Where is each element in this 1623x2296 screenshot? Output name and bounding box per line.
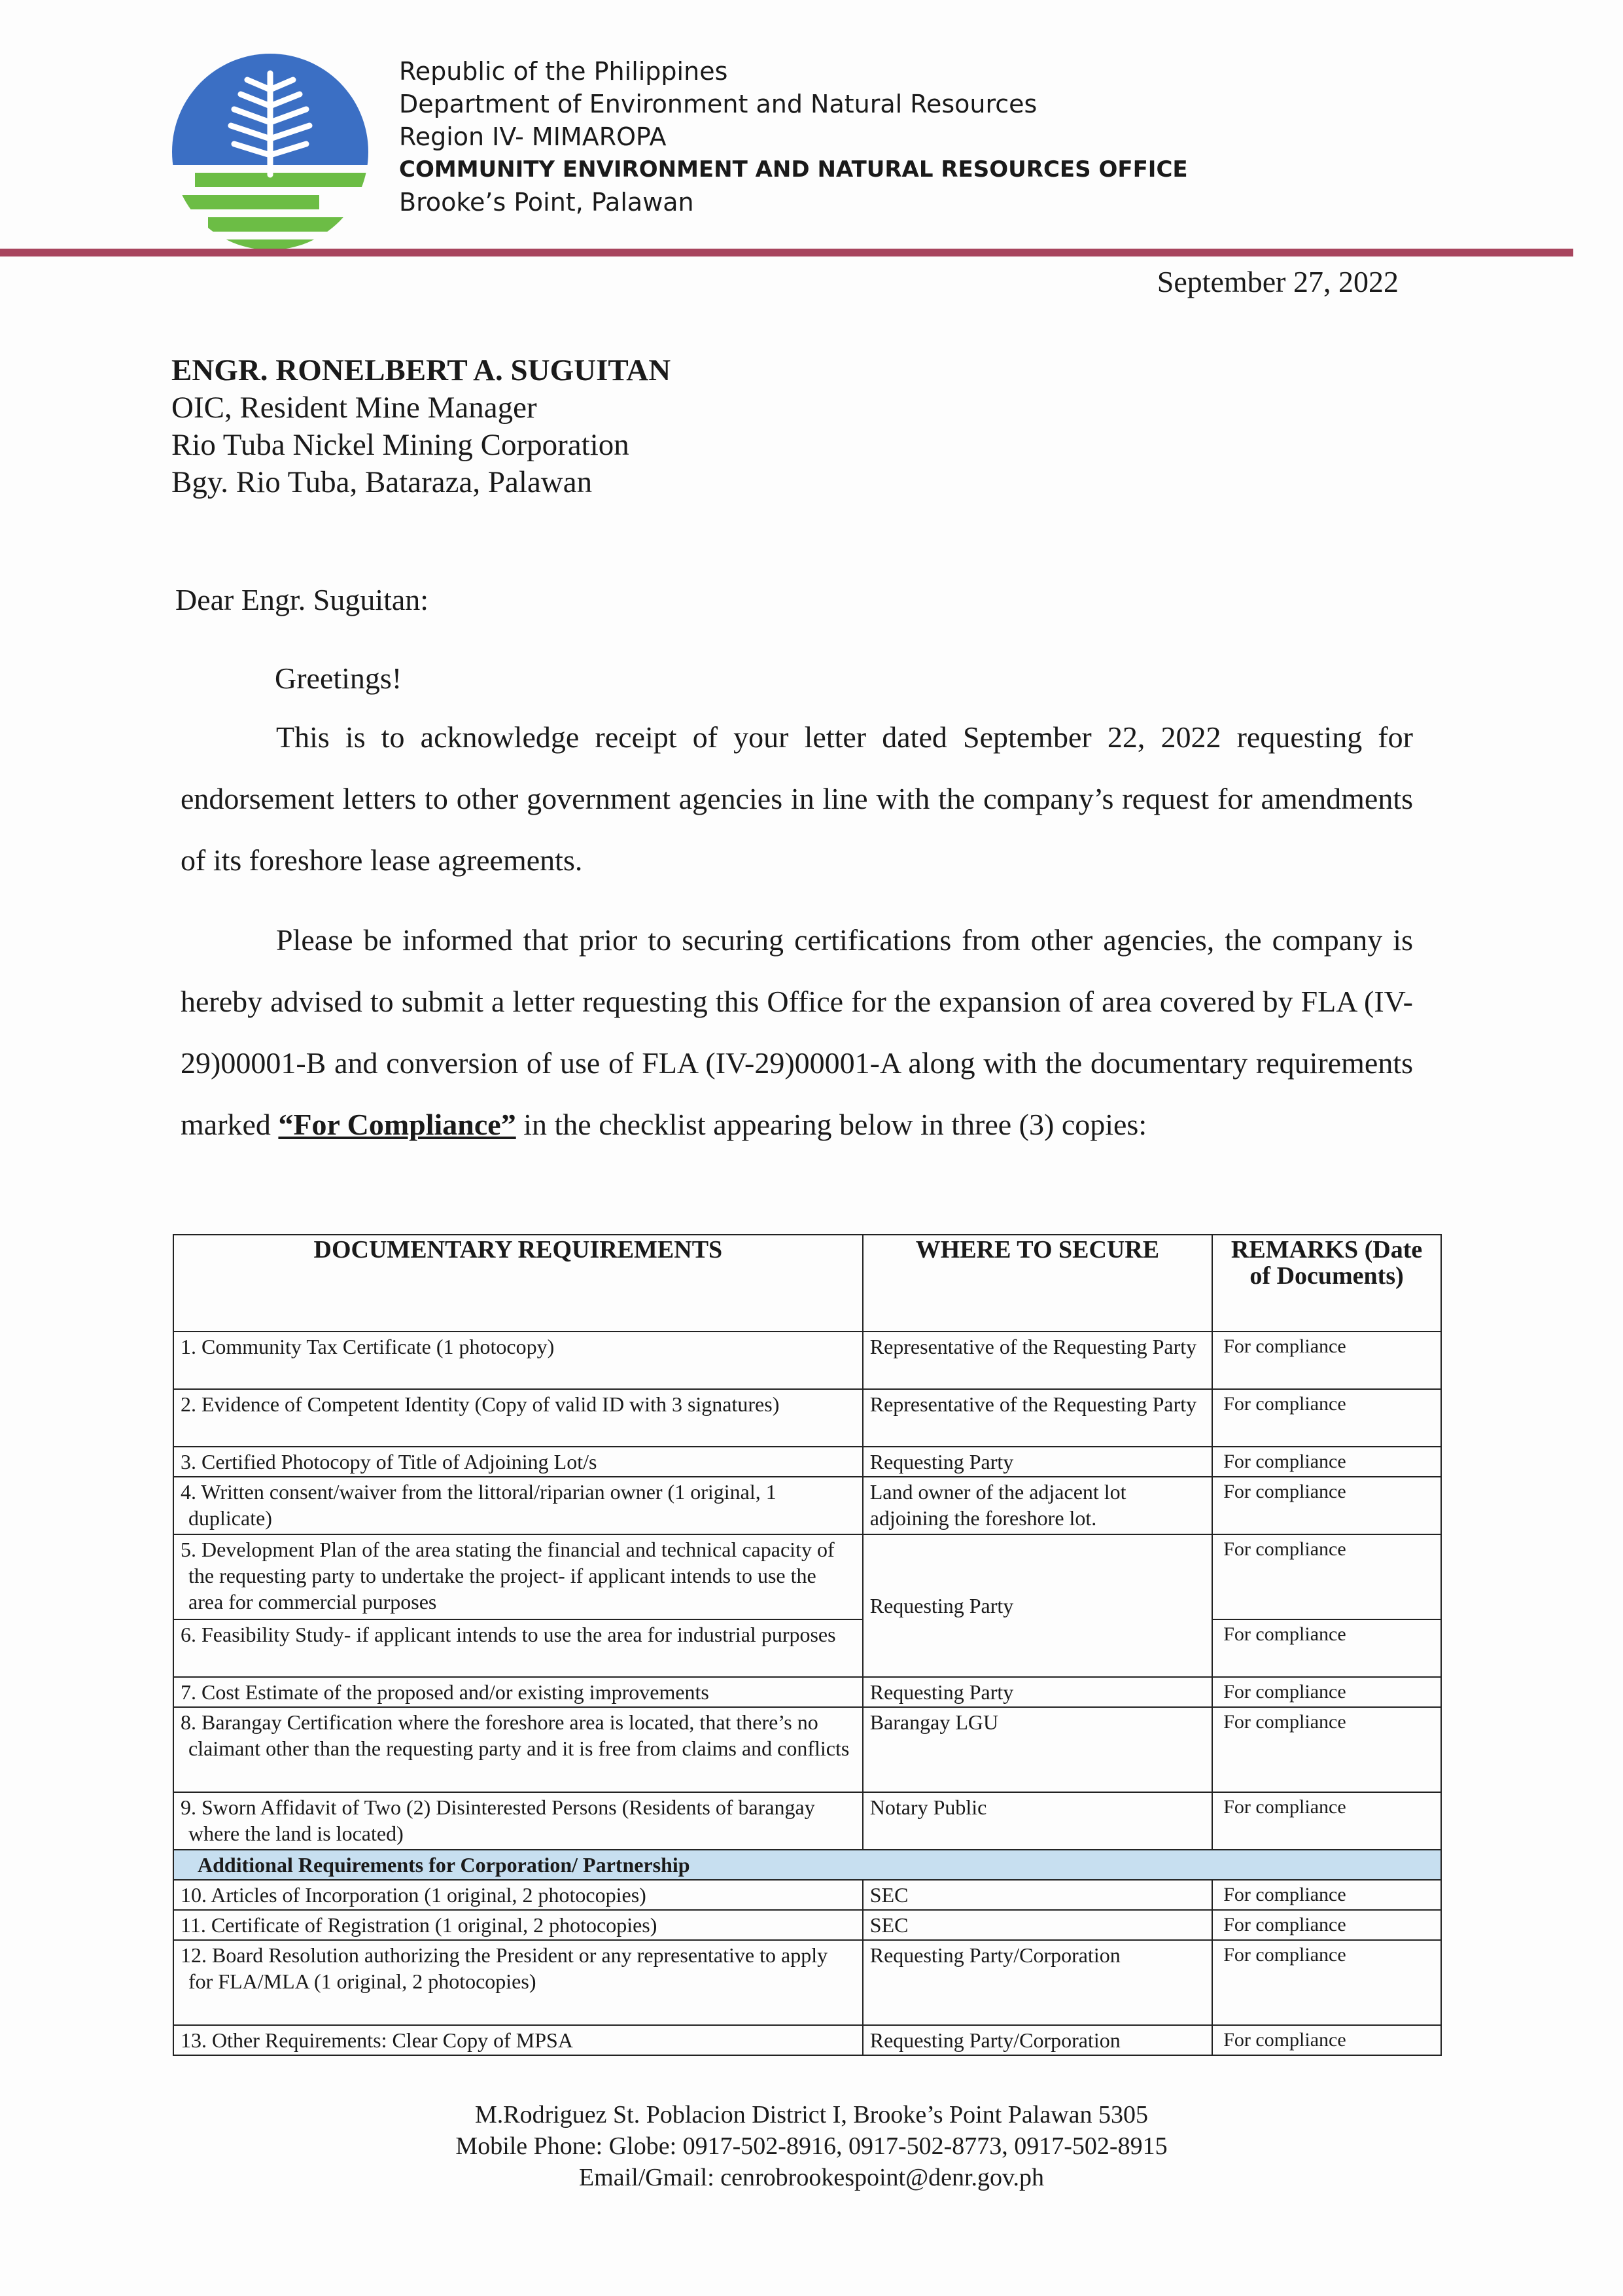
addressee-name: ENGR. RONELBERT A. SUGUITAN <box>171 353 671 387</box>
table-row <box>173 1619 1441 1677</box>
header-where-to-secure: WHERE TO SECURE <box>863 1235 1213 1332</box>
letterhead <box>399 55 1188 219</box>
requirement-cell: 10. Articles of Incorporation (1 original, 2 photocopies) <box>173 1880 863 1910</box>
salutation: Dear Engr. Suguitan: <box>175 583 429 616</box>
addressee-block <box>171 352 671 501</box>
table-row <box>173 1707 1441 1792</box>
addressee-company: Rio Tuba Nickel Mining Corporation <box>171 428 629 462</box>
denr-logo <box>169 54 372 250</box>
table-row <box>173 1477 1441 1534</box>
where-cell: Requesting Party/Corporation <box>863 1940 1213 2025</box>
remarks-cell: For compliance <box>1212 1389 1441 1447</box>
table-row <box>173 1447 1441 1477</box>
paragraph-1-text: This is to acknowledge receipt of your letter dated September 22, 2022 requesting for endorsement letters to other government agencies in line with the company’s request for amendments of its foreshore lease agreements. <box>181 720 1413 877</box>
table-row <box>173 1910 1441 1940</box>
letter-date: September 27, 2022 <box>1157 265 1399 298</box>
section-header-row <box>173 1850 1441 1880</box>
where-cell: Land owner of the adjacent lot adjoining the foreshore lot. <box>863 1477 1213 1534</box>
where-cell: Representative of the Requesting Party <box>863 1389 1213 1447</box>
paragraph-instructions <box>181 910 1413 1156</box>
footer-address: M.Rodriguez St. Poblacion District I, Brooke’s Point Palawan 5305 <box>474 2101 1149 2128</box>
requirement-cell: 8. Barangay Certification where the foreshore area is located, that there’s no claimant other than the requesting party and it is free from claims and conflicts <box>173 1707 863 1792</box>
header-remarks: REMARKS (Date of Documents) <box>1212 1235 1441 1332</box>
requirement-cell: 3. Certified Photocopy of Title of Adjoining Lot/s <box>173 1447 863 1477</box>
requirement-cell: 12. Board Resolution authorizing the President or any representative to apply for FLA/MLA (1 original, 2 photocopies) <box>173 1940 863 2025</box>
requirement-cell: 9. Sworn Affidavit of Two (2) Disinterested Persons (Residents of barangay where the land is located) <box>173 1792 863 1850</box>
addressee-title: OIC, Resident Mine Manager <box>171 391 537 425</box>
requirement-cell: 2. Evidence of Competent Identity (Copy of valid ID with 3 signatures) <box>173 1389 863 1447</box>
for-compliance-emphasis: “For Compliance” <box>278 1108 516 1141</box>
remarks-cell: For compliance <box>1212 1677 1441 1707</box>
section-title: Additional Requirements for Corporation/ Partnership <box>173 1850 1441 1880</box>
remarks-cell: For compliance <box>1212 1534 1441 1619</box>
letterhead-republic: Republic of the Philippines <box>399 57 728 86</box>
greeting: Greetings! <box>275 662 402 695</box>
table-row <box>173 1534 1441 1619</box>
where-cell: Notary Public <box>863 1792 1213 1850</box>
requirements-table <box>173 1234 1442 2056</box>
where-cell: Requesting Party <box>863 1677 1213 1707</box>
table-row <box>173 1940 1441 2025</box>
requirement-cell: 7. Cost Estimate of the proposed and/or existing improvements <box>173 1677 863 1707</box>
letterhead-region: Region IV- MIMAROPA <box>399 122 667 151</box>
remarks-cell: For compliance <box>1212 1940 1441 2025</box>
remarks-cell: For compliance <box>1212 1477 1441 1534</box>
paragraph-acknowledgement <box>181 707 1413 891</box>
table-header-row <box>173 1235 1441 1332</box>
table-row <box>173 1332 1441 1389</box>
header-documentary-requirements: DOCUMENTARY REQUIREMENTS <box>173 1235 863 1332</box>
table-row <box>173 1880 1441 1910</box>
footer <box>0 2099 1623 2193</box>
paragraph-2-before: Please be informed that prior to securing certifications from other agencies, the company is hereby advised to submit a letter requesting this Office for the expansion of area covered by FLA (IV-29)00001-B and conversion of use of FLA (IV-29)00001-A along with the documentary requirements marked <box>181 923 1413 1141</box>
table-row <box>173 1389 1441 1447</box>
remarks-cell: For compliance <box>1212 1447 1441 1477</box>
where-cell: Barangay LGU <box>863 1707 1213 1792</box>
requirement-cell: 5. Development Plan of the area stating the financial and technical capacity of the requesting party to undertake the project- if applicant intends to use the area for commercial purposes <box>173 1534 863 1619</box>
where-cell: Requesting Party <box>863 1447 1213 1477</box>
requirement-cell: 1. Community Tax Certificate (1 photocopy) <box>173 1332 863 1389</box>
where-cell: SEC <box>863 1880 1213 1910</box>
requirement-cell: 11. Certificate of Registration (1 original, 2 photocopies) <box>173 1910 863 1940</box>
letterhead-department: Department of Environment and Natural Resources <box>399 90 1038 118</box>
requirement-cell: 4. Written consent/waiver from the littoral/riparian owner (1 original, 1 duplicate) <box>173 1477 863 1534</box>
where-cell: Requesting Party <box>863 1534 1213 1677</box>
remarks-cell: For compliance <box>1212 1332 1441 1389</box>
remarks-cell: For compliance <box>1212 1910 1441 1940</box>
paragraph-2-after: in the checklist appearing below in three (3) copies: <box>515 1108 1147 1141</box>
letterhead-office: COMMUNITY ENVIRONMENT AND NATURAL RESOURCES OFFICE <box>399 156 1188 183</box>
where-cell: SEC <box>863 1910 1213 1940</box>
letterhead-location: Brooke’s Point, Palawan <box>399 188 694 217</box>
requirement-cell: 13. Other Requirements: Clear Copy of MPSA <box>173 2025 863 2055</box>
table-row <box>173 1792 1441 1850</box>
addressee-address: Bgy. Rio Tuba, Bataraza, Palawan <box>171 465 593 499</box>
header-rule <box>0 249 1573 256</box>
remarks-cell: For compliance <box>1212 2025 1441 2055</box>
remarks-cell: For compliance <box>1212 1707 1441 1792</box>
table-row <box>173 2025 1441 2055</box>
footer-email: Email/Gmail: cenrobrookespoint@denr.gov.ph <box>578 2164 1045 2191</box>
remarks-cell: For compliance <box>1212 1880 1441 1910</box>
where-cell: Requesting Party/Corporation <box>863 2025 1213 2055</box>
table-row <box>173 1677 1441 1707</box>
requirement-cell: 6. Feasibility Study- if applicant intends to use the area for industrial purposes <box>173 1619 863 1677</box>
where-cell: Representative of the Requesting Party <box>863 1332 1213 1389</box>
footer-phone: Mobile Phone: Globe: 0917-502-8916, 0917-502-8773, 0917-502-8915 <box>455 2132 1168 2160</box>
remarks-cell: For compliance <box>1212 1619 1441 1677</box>
remarks-cell: For compliance <box>1212 1792 1441 1850</box>
